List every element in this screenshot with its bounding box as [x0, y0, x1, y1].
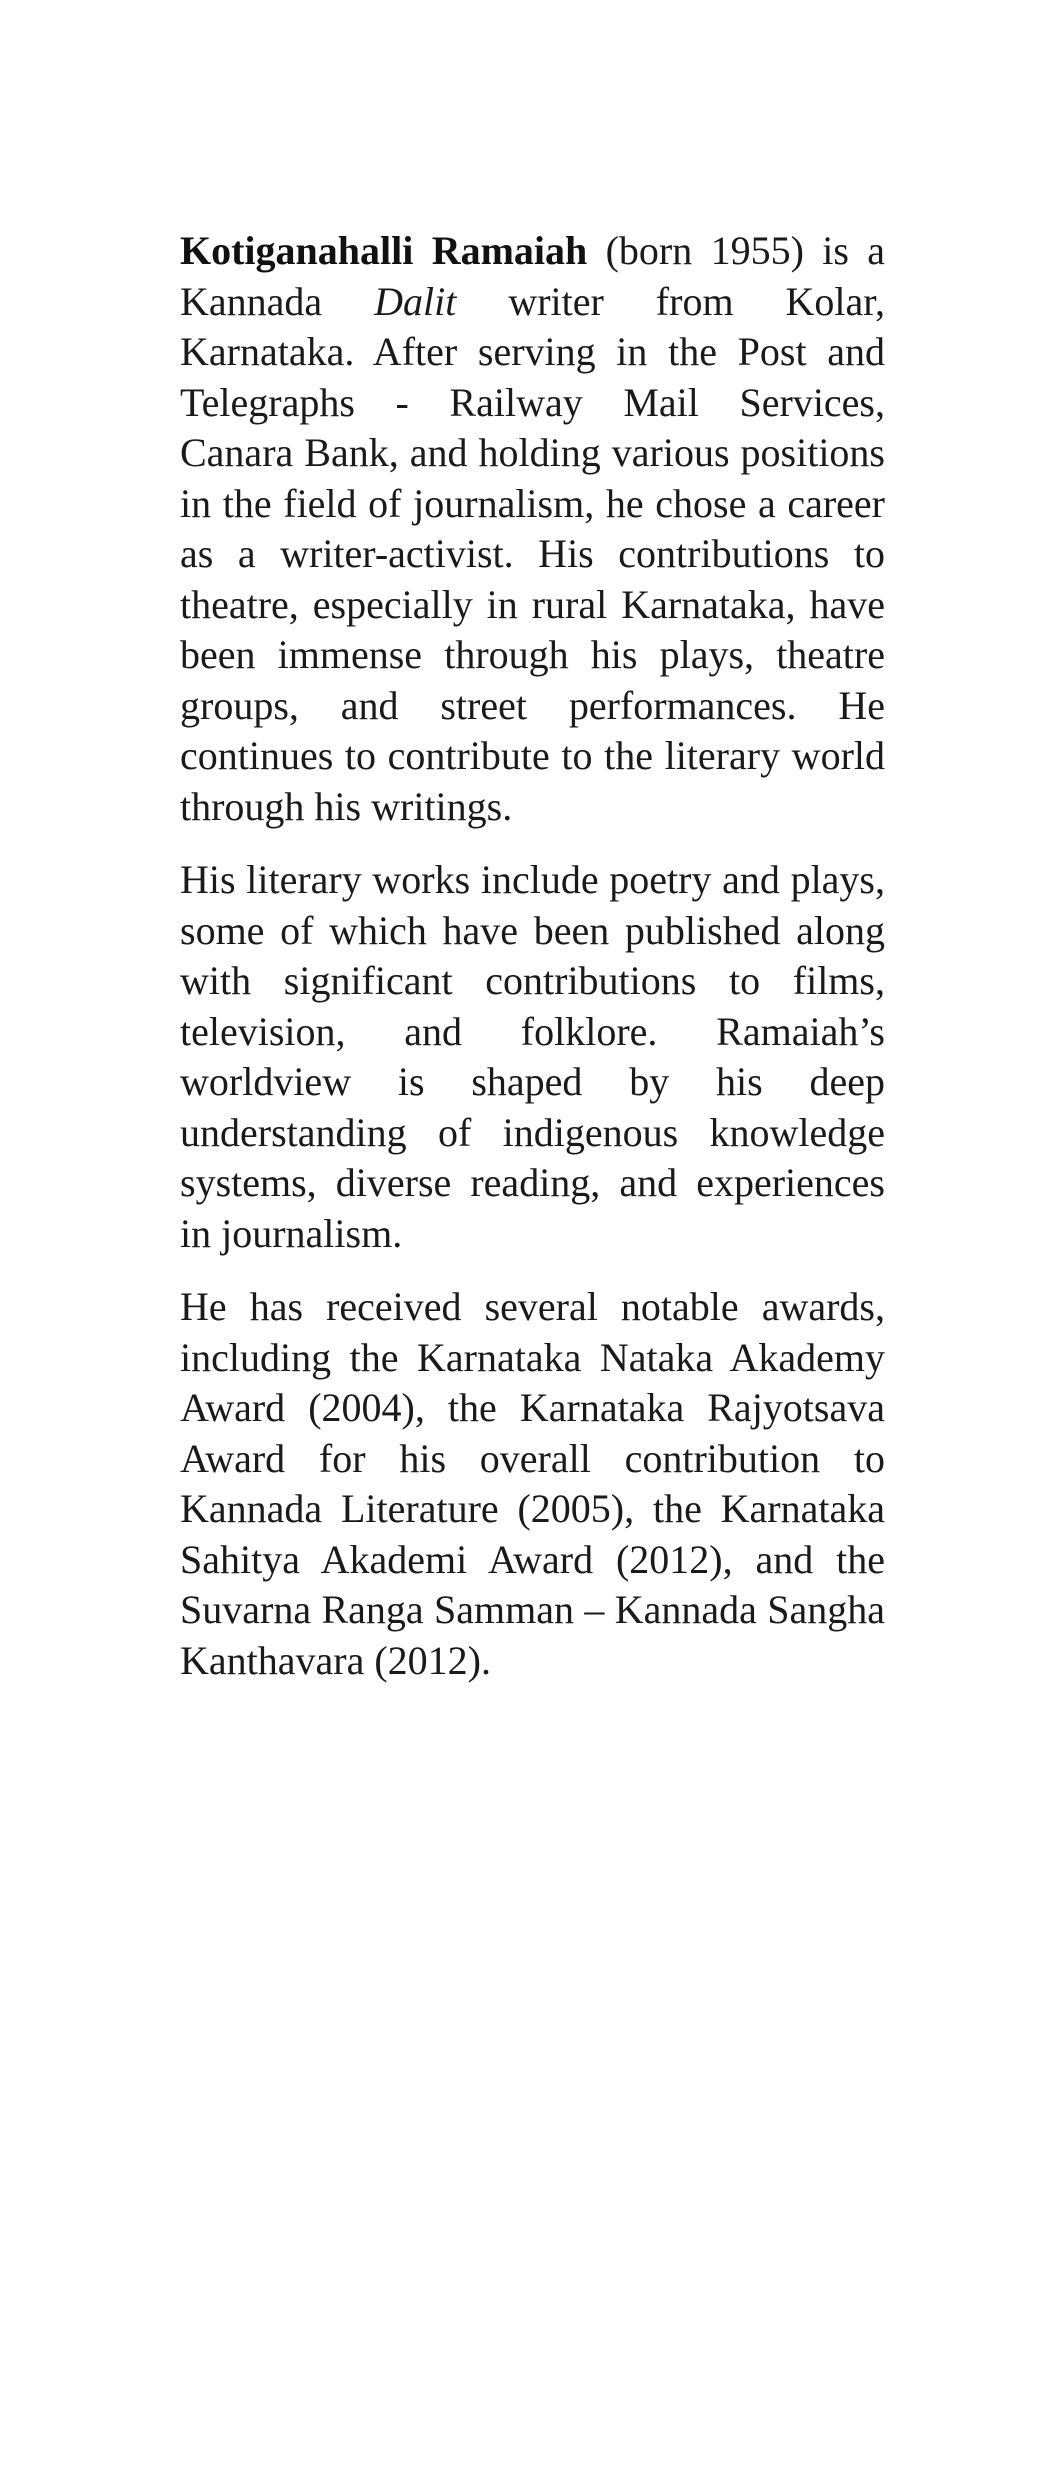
bio-intro-text-a: (born 1955) is a Kannada — [180, 228, 885, 324]
bio-paragraph-works: His literary works include poetry and plays, some of which have been published along with significant contributions to films, television, and folklore. Ramaiah’s worldview is shaped by his deep understanding of indigenous knowledge systems, diverse reading, and experiences in journalism. — [180, 857, 885, 1256]
bio-intro-text-b: writer from Kolar, Karnataka. After serving in the Post and Telegraphs - Railway Mail Services, Canara Bank, and holding various positions in the field of journalism, he chose a career as a writer-activist. His contributions to theatre, especially in rural Karnataka, have been immense through his plays, theatre groups, and street performances. He continues to contribute to the literary world through his writings. — [180, 278, 885, 829]
bio-paragraph-awards: He has received several notable awards, including the Karnataka Nataka Akademy Award (2004), the Karnataka Rajyotsava Award for his overall contribution to Kannada Literature (2005), the Karnataka Sahitya Akademi Award (2012), and the Suvarna Ranga Samman – Kannada Sangha Kanthavara (2012). — [180, 1284, 885, 1683]
bio-paragraph-intro — [180, 226, 885, 832]
author-bio — [180, 226, 885, 1709]
author-name: Kotiganahalli Ramaiah — [180, 228, 588, 273]
dalit-term: Dalit — [374, 278, 457, 324]
